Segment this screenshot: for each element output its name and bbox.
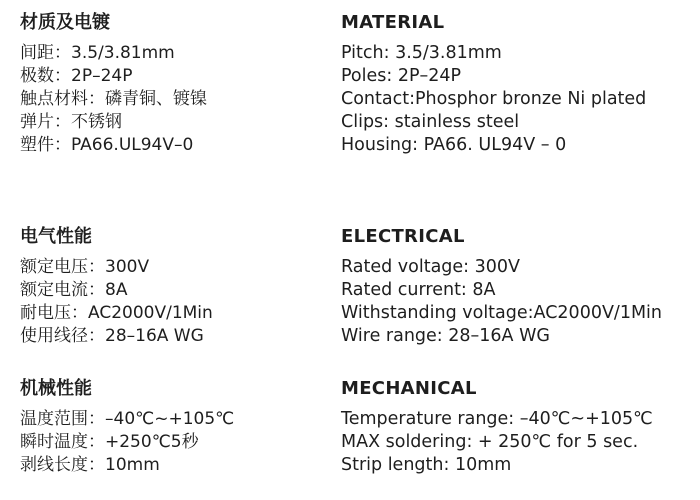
zh-temperature-range-line: 温度范围：–40℃~+105℃ xyxy=(20,409,235,429)
zh-mechanical-heading: 机械性能 xyxy=(20,378,92,399)
zh-material-section xyxy=(20,11,207,157)
en-poles-line: Poles: 2P–24P xyxy=(341,66,462,86)
en-housing-line: Housing: PA66. UL94V – 0 xyxy=(341,135,567,155)
zh-electrical-section xyxy=(20,225,213,348)
zh-material-heading: 材质及电镀 xyxy=(20,12,110,33)
zh-strip-length-line: 剥线长度：10mm xyxy=(20,455,160,475)
zh-wire-range-line: 使用线径：28–16A WG xyxy=(20,326,204,346)
en-soldering-line: MAX soldering: + 250℃ for 5 sec. xyxy=(341,432,639,452)
en-material-section xyxy=(341,11,646,157)
zh-rated-current-line: 额定电流：8A xyxy=(20,280,128,300)
zh-housing-line: 塑件：PA66.UL94V–0 xyxy=(20,135,194,155)
zh-withstanding-voltage-line: 耐电压：AC2000V/1Min xyxy=(20,303,213,323)
zh-electrical-heading: 电气性能 xyxy=(20,226,92,247)
zh-soldering-line: 瞬时温度：+250℃5秒 xyxy=(20,432,199,452)
zh-pitch-line: 间距：3.5/3.81mm xyxy=(20,43,175,63)
en-temperature-range-line: Temperature range: –40℃~+105℃ xyxy=(341,409,653,429)
zh-rated-voltage-line: 额定电压：300V xyxy=(20,257,150,277)
en-rated-voltage-line: Rated voltage: 300V xyxy=(341,257,521,277)
en-wire-range-line: Wire range: 28–16A WG xyxy=(341,326,550,346)
zh-clips-line: 弹片：不锈钢 xyxy=(20,112,122,132)
zh-poles-line: 极数：2P–24P xyxy=(20,66,133,86)
en-mechanical-heading: MECHANICAL xyxy=(341,378,477,399)
en-contact-line: Contact:Phosphor bronze Ni plated xyxy=(341,89,647,109)
en-electrical-heading: ELECTRICAL xyxy=(341,226,465,247)
en-mechanical-section xyxy=(341,377,653,477)
zh-mechanical-section xyxy=(20,377,234,477)
en-rated-current-line: Rated current: 8A xyxy=(341,280,496,300)
en-pitch-line: Pitch: 3.5/3.81mm xyxy=(341,43,502,63)
en-withstanding-voltage-line: Withstanding voltage:AC2000V/1Min xyxy=(341,303,663,323)
zh-contact-line: 触点材料：磷青铜、镀镍 xyxy=(20,89,207,109)
en-material-heading: MATERIAL xyxy=(341,12,445,33)
en-electrical-section xyxy=(341,225,662,348)
en-strip-length-line: Strip length: 10mm xyxy=(341,455,512,475)
en-clips-line: Clips: stainless steel xyxy=(341,112,520,132)
